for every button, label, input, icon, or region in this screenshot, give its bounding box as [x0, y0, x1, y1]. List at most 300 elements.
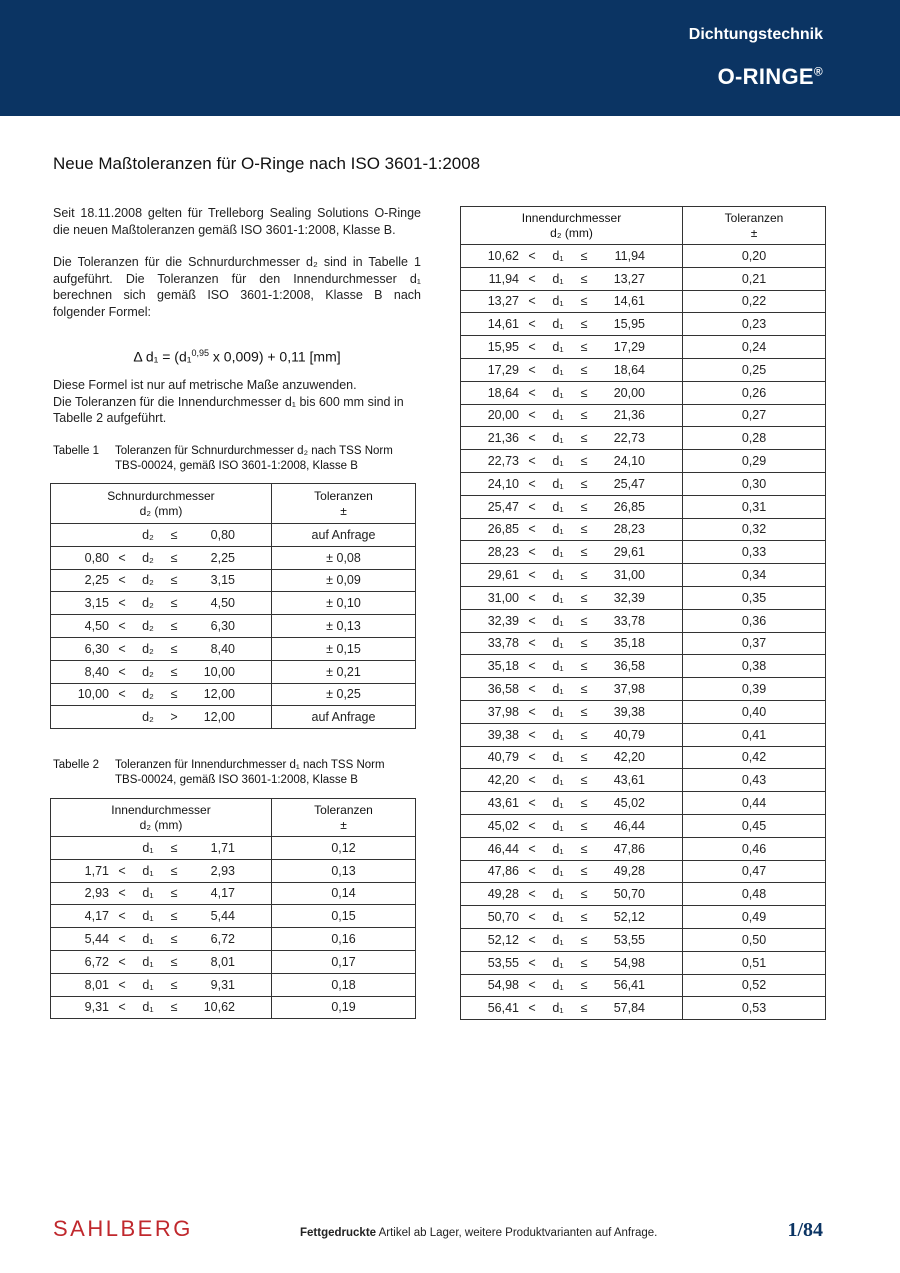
- range-operator-1: <: [528, 978, 536, 993]
- range-symbol: d₂: [142, 596, 154, 611]
- range-operator-2: ≤: [170, 932, 178, 947]
- table-row: [461, 769, 826, 792]
- range-cell: [461, 313, 683, 336]
- range-cell: [51, 683, 272, 706]
- range-operator-2: ≤: [580, 682, 588, 697]
- table-row: [51, 683, 416, 706]
- range-symbol: d₁: [552, 932, 564, 947]
- table-row: [461, 814, 826, 837]
- range-operator-2: ≤: [170, 863, 178, 878]
- table1-header-tolerance-l1: Toleranzen: [314, 488, 373, 503]
- range-operator-1: <: [528, 431, 536, 446]
- tolerance-cell: ± 0,08: [272, 546, 416, 569]
- range-symbol: d₁: [552, 910, 564, 924]
- range-operator-2: ≤: [580, 773, 588, 788]
- table-row: [461, 974, 826, 997]
- range-operator-1: <: [528, 568, 536, 583]
- range-lower: 29,61: [487, 568, 519, 583]
- range-symbol: d₂: [142, 527, 154, 542]
- range-lower: 10,62: [487, 248, 519, 263]
- tolerance-cell: 0,47: [683, 860, 826, 883]
- range-operator-2: ≤: [170, 527, 178, 542]
- range-upper: 5,44: [210, 909, 235, 924]
- table1-cord-diameter: [50, 483, 416, 729]
- table-row: [461, 792, 826, 815]
- range-upper: 32,39: [613, 590, 645, 605]
- table-row: [51, 569, 416, 592]
- table-row: [461, 267, 826, 290]
- footer-note: [300, 1227, 657, 1239]
- range-operator-1: <: [528, 796, 536, 811]
- range-symbol: d₁: [552, 704, 564, 719]
- range-operator-1: <: [528, 271, 536, 286]
- table3-header-tolerance-l2: ±: [750, 225, 758, 240]
- range-lower: 56,41: [487, 1001, 519, 1016]
- range-operator-2: ≤: [580, 499, 588, 514]
- range-cell: [461, 290, 683, 313]
- range-lower: 3,15: [84, 596, 109, 611]
- range-cell: [461, 336, 683, 359]
- table-row: [51, 592, 416, 615]
- range-lower: 2,25: [84, 573, 109, 588]
- range-operator-1: <: [528, 841, 536, 856]
- range-cell: [461, 906, 683, 929]
- range-operator-2: ≤: [580, 841, 588, 856]
- range-cell: [51, 546, 272, 569]
- table3-header-diameter: [461, 207, 683, 245]
- range-symbol: d₁: [142, 840, 154, 855]
- range-upper: 18,64: [613, 362, 645, 377]
- range-symbol: d₁: [552, 955, 564, 970]
- range-symbol: d₁: [552, 613, 564, 628]
- range-operator-2: ≤: [170, 886, 178, 901]
- table-row: [51, 706, 416, 729]
- table2-inner-diameter: [50, 798, 416, 1019]
- range-cell: [461, 974, 683, 997]
- range-lower: 8,40: [84, 664, 109, 679]
- range-operator-1: <: [528, 818, 536, 833]
- range-lower: 20,00: [487, 408, 519, 423]
- range-operator-2: ≤: [580, 1001, 588, 1016]
- range-symbol: d₂: [142, 573, 154, 588]
- range-operator-1: <: [528, 682, 536, 697]
- tolerance-cell: 0,28: [683, 427, 826, 450]
- range-cell: [461, 472, 683, 495]
- table2-header-diameter-l1: Innendurchmesser: [111, 802, 211, 817]
- table2-caption: [53, 758, 433, 788]
- range-upper: 20,00: [613, 385, 645, 400]
- range-operator-2: ≤: [170, 840, 178, 855]
- range-operator-2: ≤: [170, 664, 178, 679]
- range-lower: 4,17: [84, 909, 109, 924]
- tolerance-cell: 0,21: [683, 267, 826, 290]
- range-lower: 24,10: [487, 476, 519, 491]
- range-upper: 25,47: [613, 476, 645, 491]
- table-row: [51, 950, 416, 973]
- range-operator-1: <: [528, 704, 536, 719]
- range-lower: 6,30: [84, 641, 109, 656]
- table-row: [461, 290, 826, 313]
- range-operator-2: ≤: [580, 362, 588, 377]
- tolerance-cell: 0,49: [683, 906, 826, 929]
- range-operator-2: ≤: [580, 955, 588, 970]
- table-row: [461, 928, 826, 951]
- table-row: [461, 860, 826, 883]
- table-row: [461, 336, 826, 359]
- tolerance-cell: 0,31: [683, 495, 826, 518]
- range-operator-2: ≤: [580, 887, 588, 902]
- table-row: [51, 837, 416, 860]
- formula-exponent: 0,95: [191, 348, 209, 358]
- range-cell: [51, 996, 272, 1019]
- range-operator-1: <: [118, 977, 126, 992]
- range-upper: 4,50: [210, 596, 235, 611]
- tolerance-cell: 0,20: [683, 245, 826, 268]
- table-row: [461, 746, 826, 769]
- range-operator-2: ≤: [580, 750, 588, 765]
- range-symbol: d₁: [552, 294, 564, 309]
- table-row: [51, 524, 416, 547]
- range-upper: 13,27: [613, 271, 645, 286]
- table-row: [461, 404, 826, 427]
- range-operator-1: <: [528, 773, 536, 788]
- range-operator-2: ≤: [170, 687, 178, 702]
- tolerance-cell: 0,35: [683, 586, 826, 609]
- table-row: [51, 859, 416, 882]
- range-cell: [51, 524, 272, 547]
- table2-header-tolerance-l1: Toleranzen: [314, 802, 373, 817]
- range-operator-2: ≤: [170, 641, 178, 656]
- table-row: [51, 973, 416, 996]
- tolerance-cell: 0,39: [683, 678, 826, 701]
- range-symbol: d₁: [142, 909, 154, 924]
- tolerance-cell: 0,12: [272, 837, 416, 860]
- range-upper: 39,38: [613, 704, 645, 719]
- range-lower: 31,00: [487, 590, 519, 605]
- range-lower: 47,86: [487, 864, 519, 879]
- range-upper: 46,44: [613, 818, 645, 833]
- range-lower: 22,73: [487, 454, 519, 469]
- range-symbol: d₁: [552, 317, 564, 332]
- product-title: [718, 64, 823, 90]
- range-operator-1: <: [118, 550, 126, 565]
- range-operator-2: ≤: [580, 590, 588, 605]
- range-lower: 0,80: [84, 550, 109, 565]
- range-symbol: d₁: [552, 385, 564, 400]
- range-symbol: d₁: [142, 863, 154, 878]
- range-operator-2: ≤: [170, 573, 178, 588]
- range-cell: [461, 541, 683, 564]
- range-lower: 37,98: [487, 704, 519, 719]
- tolerance-cell: 0,19: [272, 996, 416, 1019]
- range-symbol: d₁: [552, 248, 564, 263]
- range-symbol: d₂: [142, 664, 154, 679]
- table1-caption: [53, 444, 433, 474]
- range-operator-1: <: [528, 750, 536, 765]
- range-operator-1: <: [528, 317, 536, 332]
- tolerance-cell: 0,37: [683, 632, 826, 655]
- range-upper: 3,15: [210, 573, 235, 588]
- table3-header-tolerance: [683, 207, 826, 245]
- intro-text: [53, 205, 421, 320]
- tolerance-cell: 0,22: [683, 290, 826, 313]
- table-row: [461, 609, 826, 632]
- table-row: [461, 472, 826, 495]
- range-operator-1: <: [528, 590, 536, 605]
- tolerance-cell: ± 0,09: [272, 569, 416, 592]
- tolerance-cell: 0,38: [683, 655, 826, 678]
- range-cell: [51, 706, 272, 729]
- tolerance-cell: 0,40: [683, 700, 826, 723]
- range-symbol: d₁: [142, 886, 154, 901]
- range-operator-2: ≤: [580, 408, 588, 423]
- tolerance-cell: 0,53: [683, 997, 826, 1020]
- range-lower: 35,18: [487, 659, 519, 674]
- range-upper: 29,61: [613, 545, 645, 560]
- range-upper: 45,02: [613, 796, 645, 811]
- tolerance-cell: 0,15: [272, 905, 416, 928]
- note-line-1: Diese Formel ist nur auf metrische Maße anzuwenden.: [53, 378, 357, 392]
- range-operator-2: ≤: [580, 545, 588, 560]
- tolerance-cell: 0,14: [272, 882, 416, 905]
- range-symbol: d₁: [552, 545, 564, 560]
- range-operator-1: <: [118, 596, 126, 611]
- table1-header-tolerance-l2: ±: [340, 503, 347, 518]
- table-row: [461, 586, 826, 609]
- range-operator-2: ≤: [580, 727, 588, 742]
- tolerance-cell: ± 0,13: [272, 615, 416, 638]
- table-row: [51, 615, 416, 638]
- table-row: [51, 996, 416, 1019]
- table-row: [461, 358, 826, 381]
- table1-header-diameter: [51, 484, 272, 524]
- tolerance-cell: 0,25: [683, 358, 826, 381]
- range-cell: [461, 655, 683, 678]
- range-cell: [461, 860, 683, 883]
- range-operator-2: ≤: [580, 704, 588, 719]
- page-title: Neue Maßtoleranzen für O-Ringe nach ISO 3601-1:2008: [53, 154, 481, 173]
- range-symbol: d₁: [552, 659, 564, 674]
- range-cell: [461, 358, 683, 381]
- range-symbol: d₁: [552, 522, 564, 537]
- range-symbol: d₁: [142, 977, 154, 992]
- range-symbol: d₁: [552, 978, 564, 993]
- table1-caption-line-2: TBS-00024, gemäß ISO 3601-1:2008, Klasse B: [115, 460, 358, 472]
- range-lower: 11,94: [488, 271, 519, 286]
- range-upper: 10,00: [203, 664, 235, 679]
- range-lower: 13,27: [487, 294, 519, 309]
- range-operator-2: ≤: [580, 431, 588, 446]
- range-operator-1: <: [528, 522, 536, 537]
- range-cell: [51, 882, 272, 905]
- table-row: [461, 541, 826, 564]
- range-lower: 26,85: [487, 522, 519, 537]
- table-row: [461, 678, 826, 701]
- range-upper: 2,25: [210, 550, 235, 565]
- range-lower: 18,64: [487, 385, 519, 400]
- range-upper: 56,41: [613, 978, 645, 993]
- range-operator-1: <: [528, 932, 536, 947]
- table-row: [461, 427, 826, 450]
- range-cell: [461, 883, 683, 906]
- range-symbol: d₂: [142, 710, 154, 725]
- range-symbol: d₁: [552, 636, 564, 651]
- range-operator-2: ≤: [580, 613, 588, 628]
- range-operator-2: ≤: [580, 385, 588, 400]
- range-operator-2: ≤: [580, 978, 588, 993]
- formula-note: [53, 377, 421, 427]
- range-lower: 54,98: [487, 978, 519, 993]
- range-symbol: d₁: [552, 454, 564, 469]
- range-operator-1: <: [118, 863, 126, 878]
- range-cell: [461, 814, 683, 837]
- formula-lhs: Δ d₁ = (d₁: [133, 348, 192, 365]
- range-upper: 17,29: [613, 340, 645, 355]
- range-symbol: d₁: [552, 590, 564, 605]
- range-lower: 53,55: [487, 955, 519, 970]
- tolerance-cell: 0,44: [683, 792, 826, 815]
- range-cell: [51, 592, 272, 615]
- range-operator-2: ≤: [580, 568, 588, 583]
- range-lower: 17,29: [487, 362, 519, 377]
- range-operator-1: <: [118, 886, 126, 901]
- range-operator-1: <: [528, 248, 536, 263]
- range-upper: 1,71: [210, 840, 235, 855]
- range-lower: 43,61: [487, 796, 519, 811]
- range-cell: [461, 267, 683, 290]
- range-operator-1: <: [528, 454, 536, 469]
- table2-header-diameter-l2: d₂ (mm): [139, 817, 183, 832]
- range-symbol: d₂: [142, 687, 154, 702]
- range-upper: 6,72: [210, 932, 235, 947]
- table-row: [461, 518, 826, 541]
- range-upper: 43,61: [613, 773, 645, 788]
- footer-note-bold: Fettgedruckte: [300, 1227, 377, 1239]
- range-upper: 26,85: [613, 499, 645, 514]
- range-cell: [51, 637, 272, 660]
- range-cell: [51, 837, 272, 860]
- table3-header-diameter-l1: Innendurchmesser: [521, 210, 622, 225]
- range-operator-2: >: [170, 710, 178, 725]
- trademark-symbol: ®: [813, 64, 823, 79]
- range-symbol: d₁: [142, 1000, 154, 1015]
- range-symbol: d₁: [142, 932, 154, 947]
- range-operator-2: ≤: [580, 910, 588, 924]
- range-lower: 52,12: [487, 932, 519, 947]
- range-symbol: d₁: [552, 408, 564, 423]
- table2-caption-number: Tabelle 2: [53, 759, 100, 771]
- range-operator-2: ≤: [580, 522, 588, 537]
- range-cell: [461, 632, 683, 655]
- range-upper: 0,80: [210, 527, 235, 542]
- range-cell: [461, 381, 683, 404]
- range-upper: 4,17: [210, 886, 235, 901]
- tolerance-cell: 0,36: [683, 609, 826, 632]
- table-row: [51, 905, 416, 928]
- table3-header-tolerance-l1: Toleranzen: [724, 210, 784, 225]
- table-row: [461, 564, 826, 587]
- range-lower: 49,28: [487, 887, 519, 902]
- range-upper: 35,18: [613, 636, 645, 651]
- tolerance-cell: 0,50: [683, 928, 826, 951]
- tolerance-cell: 0,16: [272, 928, 416, 951]
- tolerance-cell: 0,51: [683, 951, 826, 974]
- table1-header-diameter-l1: Schnurdurchmesser: [107, 488, 215, 503]
- category-label: Dichtungstechnik: [688, 26, 823, 43]
- tolerance-cell: 0,48: [683, 883, 826, 906]
- range-operator-1: <: [528, 727, 536, 742]
- range-cell: [51, 615, 272, 638]
- tolerance-cell: 0,42: [683, 746, 826, 769]
- range-operator-2: ≤: [580, 659, 588, 674]
- range-operator-2: ≤: [580, 454, 588, 469]
- tolerance-cell: 0,33: [683, 541, 826, 564]
- range-symbol: d₁: [552, 431, 564, 446]
- table-row: [461, 997, 826, 1020]
- table-row: [461, 313, 826, 336]
- table1-caption-number: Tabelle 1: [53, 445, 100, 457]
- range-cell: [51, 950, 272, 973]
- range-operator-2: ≤: [580, 294, 588, 309]
- range-operator-1: <: [528, 910, 536, 924]
- range-operator-1: <: [528, 340, 536, 355]
- range-upper: 52,12: [613, 910, 645, 924]
- range-cell: [461, 586, 683, 609]
- range-lower: 2,93: [84, 886, 109, 901]
- range-lower: 1,71: [84, 863, 109, 878]
- table3-inner-diameter-continued: [460, 206, 826, 1020]
- range-operator-1: <: [118, 687, 126, 702]
- table-row: [51, 637, 416, 660]
- range-symbol: d₁: [552, 476, 564, 491]
- range-upper: 49,28: [613, 864, 645, 879]
- tolerance-cell: 0,18: [272, 973, 416, 996]
- tolerance-cell: auf Anfrage: [272, 524, 416, 547]
- range-operator-2: ≤: [170, 909, 178, 924]
- range-symbol: d₁: [552, 841, 564, 856]
- range-operator-1: <: [528, 499, 536, 514]
- range-lower: 25,47: [487, 499, 519, 514]
- table-row: [461, 723, 826, 746]
- range-operator-1: <: [528, 659, 536, 674]
- range-operator-1: <: [118, 664, 126, 679]
- range-cell: [461, 427, 683, 450]
- range-symbol: d₁: [552, 568, 564, 583]
- tolerance-cell: ± 0,21: [272, 660, 416, 683]
- range-upper: 57,84: [613, 1001, 645, 1016]
- table-row: [461, 951, 826, 974]
- range-operator-2: ≤: [580, 248, 588, 263]
- range-upper: 54,98: [613, 955, 645, 970]
- note-line-2: Die Toleranzen für die Innendurchmesser d₁ bis 600 mm sind in Tabelle 2 aufgeführt.: [53, 394, 404, 425]
- range-lower: 15,95: [487, 340, 519, 355]
- range-cell: [461, 700, 683, 723]
- range-lower: 28,23: [487, 545, 519, 560]
- range-upper: 28,23: [613, 522, 645, 537]
- table2-header-diameter: [51, 799, 272, 837]
- range-lower: 14,61: [487, 317, 519, 332]
- range-cell: [461, 518, 683, 541]
- table-row: [461, 632, 826, 655]
- range-lower: 32,39: [487, 613, 519, 628]
- range-cell: [51, 928, 272, 951]
- range-operator-2: ≤: [580, 818, 588, 833]
- range-symbol: d₁: [142, 954, 154, 969]
- range-cell: [461, 678, 683, 701]
- range-symbol: d₁: [552, 1001, 564, 1016]
- table-row: [461, 837, 826, 860]
- range-symbol: d₁: [552, 887, 564, 902]
